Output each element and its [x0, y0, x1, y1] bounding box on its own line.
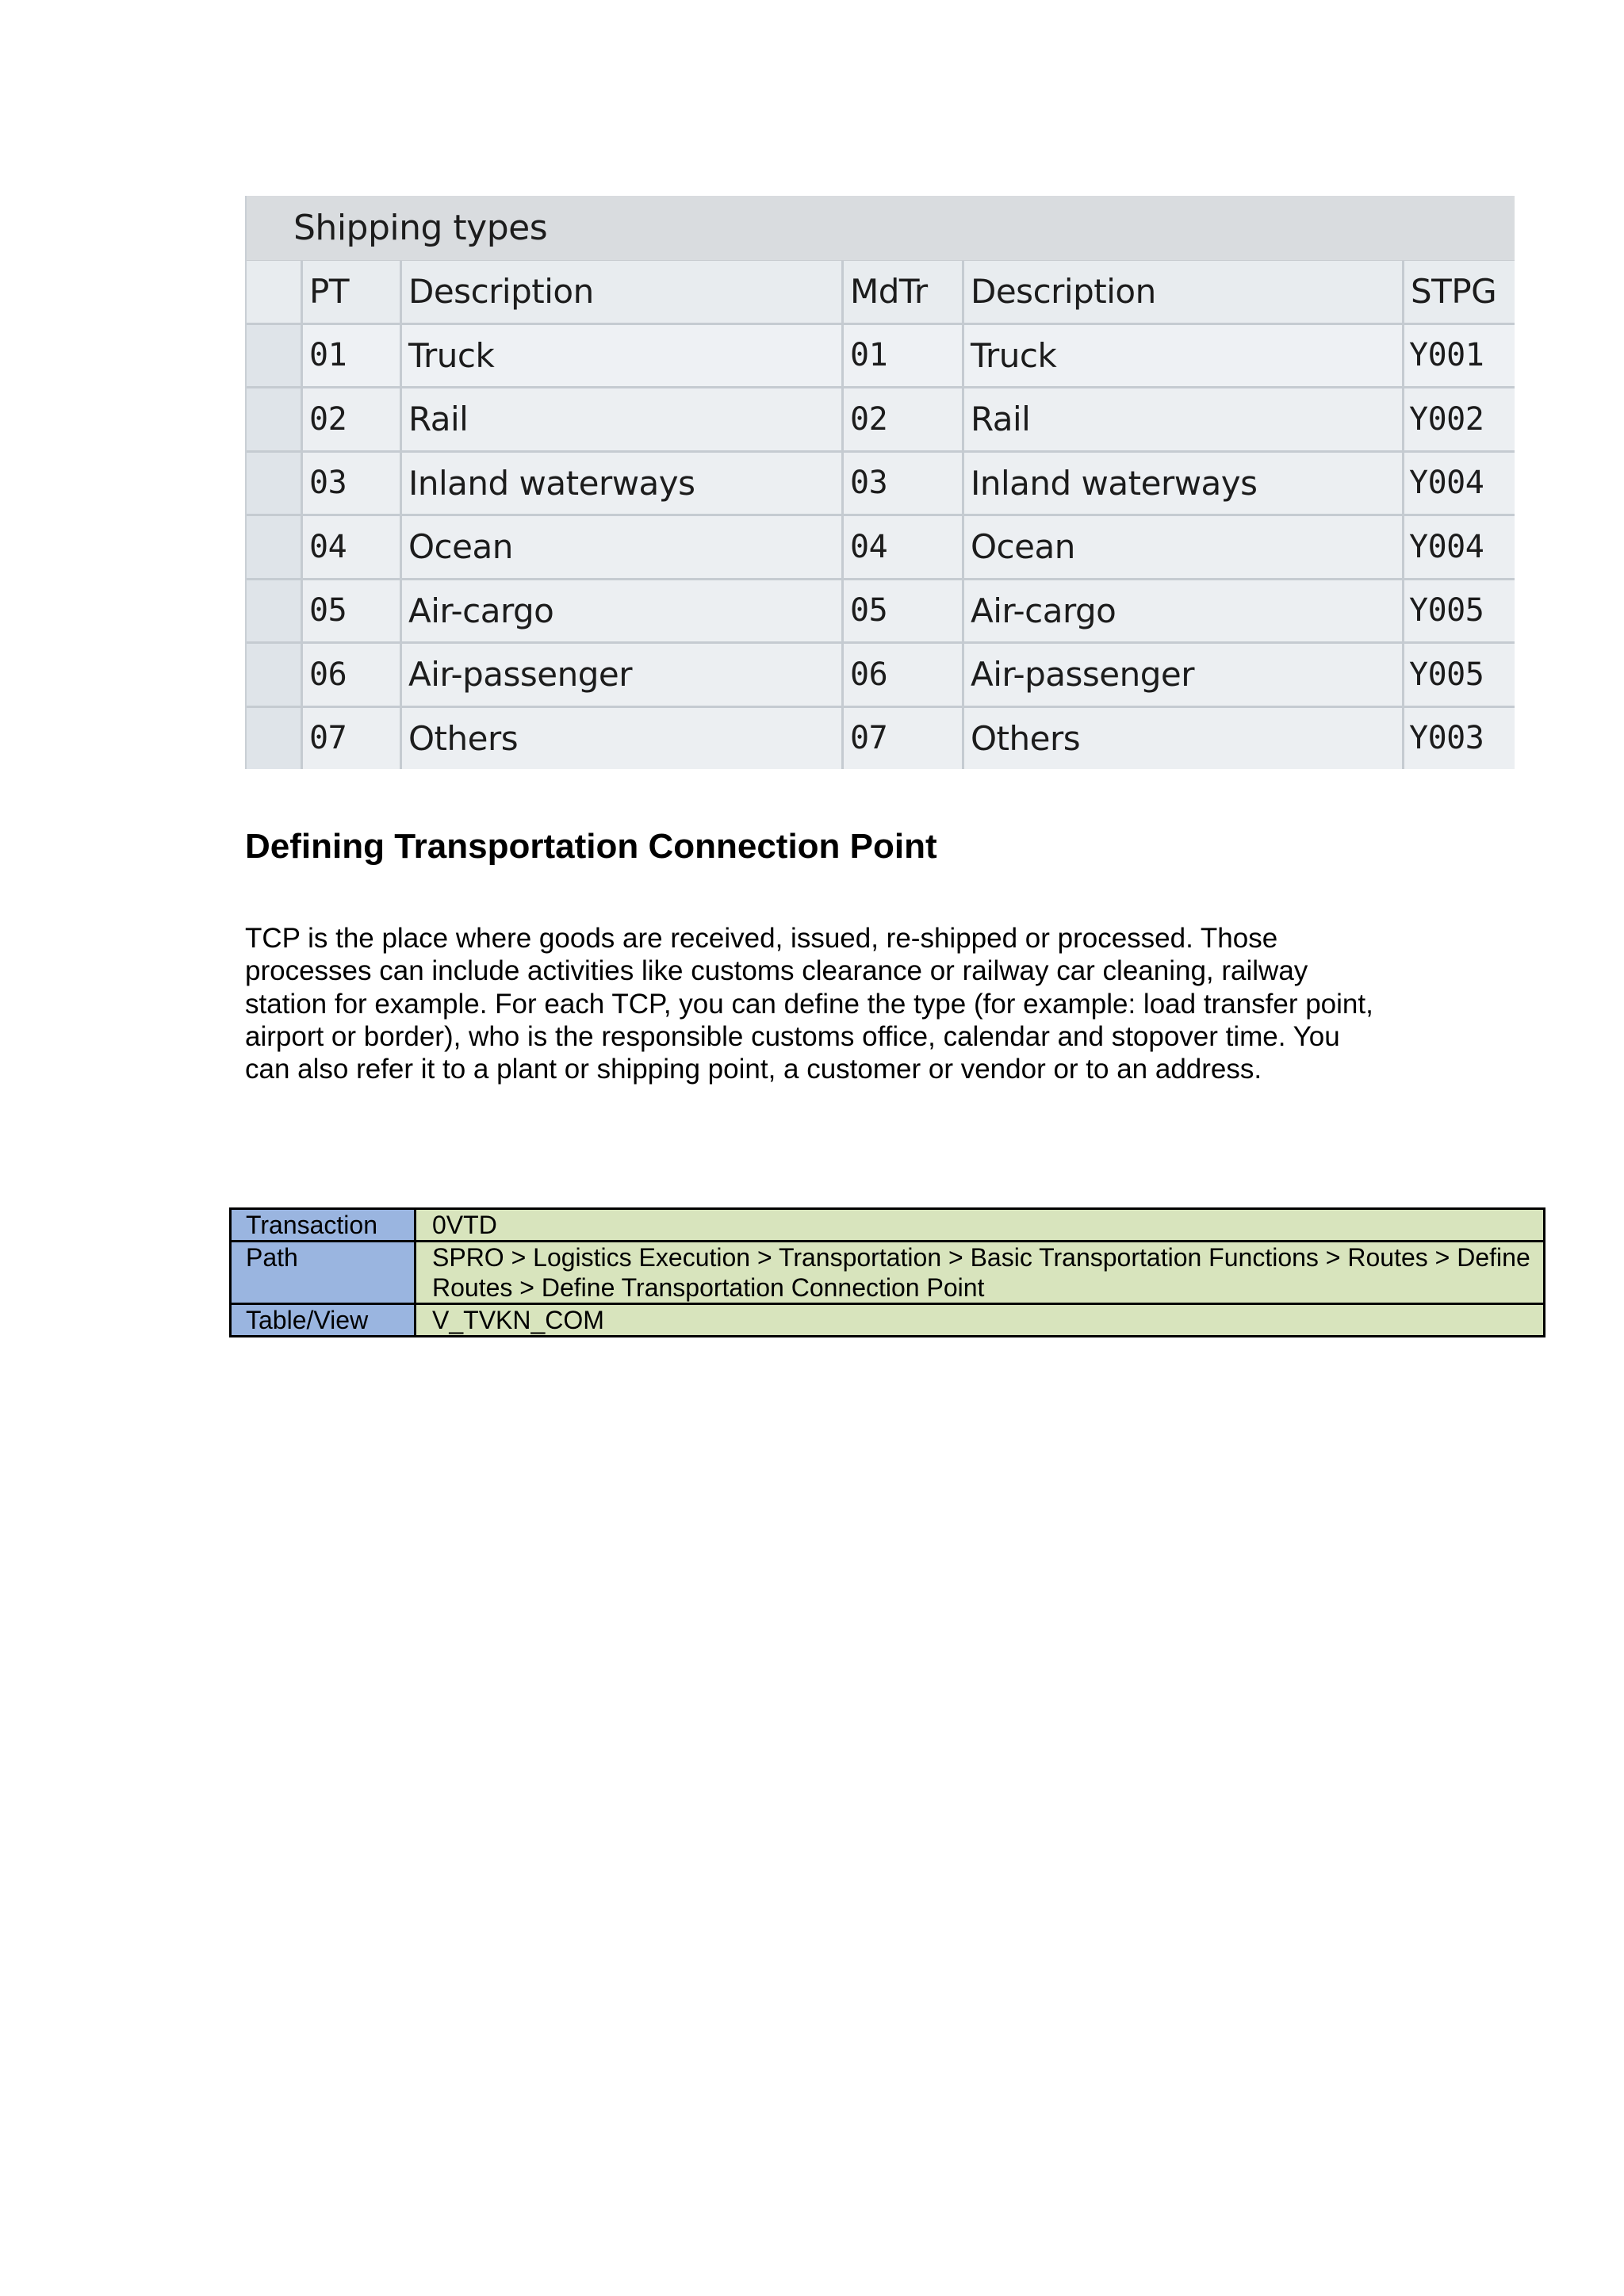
- cell-stpg[interactable]: Y002: [1404, 388, 1515, 450]
- cell-description-2[interactable]: Ocean: [964, 516, 1402, 578]
- cell-description[interactable]: Rail: [402, 388, 841, 450]
- row-selector[interactable]: [247, 325, 301, 387]
- path-value: SPRO > Logistics Execution > Transportation > Basic Transportation Functions > Routes > Define Routes > Define Transportation Connection Point: [416, 1242, 1545, 1304]
- table-row: [231, 1304, 1545, 1337]
- shipping-types-screenshot: [245, 196, 1515, 769]
- cell-mdtr[interactable]: 07: [844, 708, 962, 770]
- row-selector[interactable]: [247, 453, 301, 515]
- cell-description-2[interactable]: Inland waterways: [964, 453, 1402, 515]
- cell-description-2[interactable]: Truck: [964, 325, 1402, 387]
- cell-description[interactable]: Others: [402, 708, 841, 770]
- path-label: Path: [231, 1242, 416, 1304]
- cell-description-2[interactable]: Air-cargo: [964, 580, 1402, 642]
- table-view-label: Table/View: [231, 1304, 416, 1337]
- table-row: [231, 1209, 1545, 1242]
- cell-pt[interactable]: 04: [303, 516, 400, 578]
- column-header-mdtr[interactable]: MdTr: [844, 261, 962, 323]
- cell-stpg[interactable]: Y005: [1404, 644, 1515, 706]
- section-heading: Defining Transportation Connection Point: [245, 827, 937, 866]
- cell-pt[interactable]: 07: [303, 708, 400, 770]
- section-paragraph: TCP is the place where goods are received, issued, re-shipped or processed. Those processes can include activities like customs clearance or railway car cleaning, railway station for example. For each TCP, you can define the type (for example: load transfer point, airport or border), who is the responsible customs office, calendar and stopover time. You can also refer it to a plant or shipping point, a customer or vendor or to an address.: [245, 923, 1373, 1085]
- cell-description[interactable]: Inland waterways: [402, 453, 841, 515]
- cell-mdtr[interactable]: 05: [844, 580, 962, 642]
- transaction-value: 0VTD: [416, 1209, 1545, 1242]
- cell-description-2[interactable]: Rail: [964, 388, 1402, 450]
- cell-pt[interactable]: 05: [303, 580, 400, 642]
- cell-stpg[interactable]: Y004: [1404, 453, 1515, 515]
- transaction-label: Transaction: [231, 1209, 416, 1242]
- cell-stpg[interactable]: Y005: [1404, 580, 1515, 642]
- cell-stpg[interactable]: Y004: [1404, 516, 1515, 578]
- cell-description[interactable]: Truck: [402, 325, 841, 387]
- column-header-pt[interactable]: PT: [303, 261, 400, 323]
- cell-pt[interactable]: 01: [303, 325, 400, 387]
- cell-mdtr[interactable]: 03: [844, 453, 962, 515]
- cell-pt[interactable]: 02: [303, 388, 400, 450]
- cell-stpg[interactable]: Y003: [1404, 708, 1515, 770]
- row-selector[interactable]: [247, 644, 301, 706]
- cell-description[interactable]: Air-cargo: [402, 580, 841, 642]
- cell-mdtr[interactable]: 02: [844, 388, 962, 450]
- column-header-description[interactable]: Description: [402, 261, 841, 323]
- row-selector[interactable]: [247, 388, 301, 450]
- column-header-description-2[interactable]: Description: [964, 261, 1402, 323]
- table-view-value: V_TVKN_COM: [416, 1304, 1545, 1337]
- config-info-table: [229, 1207, 1545, 1337]
- row-selector[interactable]: [247, 708, 301, 770]
- cell-description-2[interactable]: Air-passenger: [964, 644, 1402, 706]
- cell-pt[interactable]: 03: [303, 453, 400, 515]
- cell-pt[interactable]: 06: [303, 644, 400, 706]
- table-row: [231, 1242, 1545, 1304]
- shipping-types-grid: [247, 261, 1515, 769]
- cell-description-2[interactable]: Others: [964, 708, 1402, 770]
- cell-stpg[interactable]: Y001: [1404, 325, 1515, 387]
- shipping-types-title: Shipping types: [247, 196, 1515, 261]
- row-selector[interactable]: [247, 516, 301, 578]
- cell-description[interactable]: Ocean: [402, 516, 841, 578]
- row-selector[interactable]: [247, 580, 301, 642]
- row-selector-header: [247, 261, 301, 323]
- column-header-stpg[interactable]: STPG: [1404, 261, 1515, 323]
- cell-mdtr[interactable]: 01: [844, 325, 962, 387]
- cell-mdtr[interactable]: 06: [844, 644, 962, 706]
- cell-mdtr[interactable]: 04: [844, 516, 962, 578]
- cell-description[interactable]: Air-passenger: [402, 644, 841, 706]
